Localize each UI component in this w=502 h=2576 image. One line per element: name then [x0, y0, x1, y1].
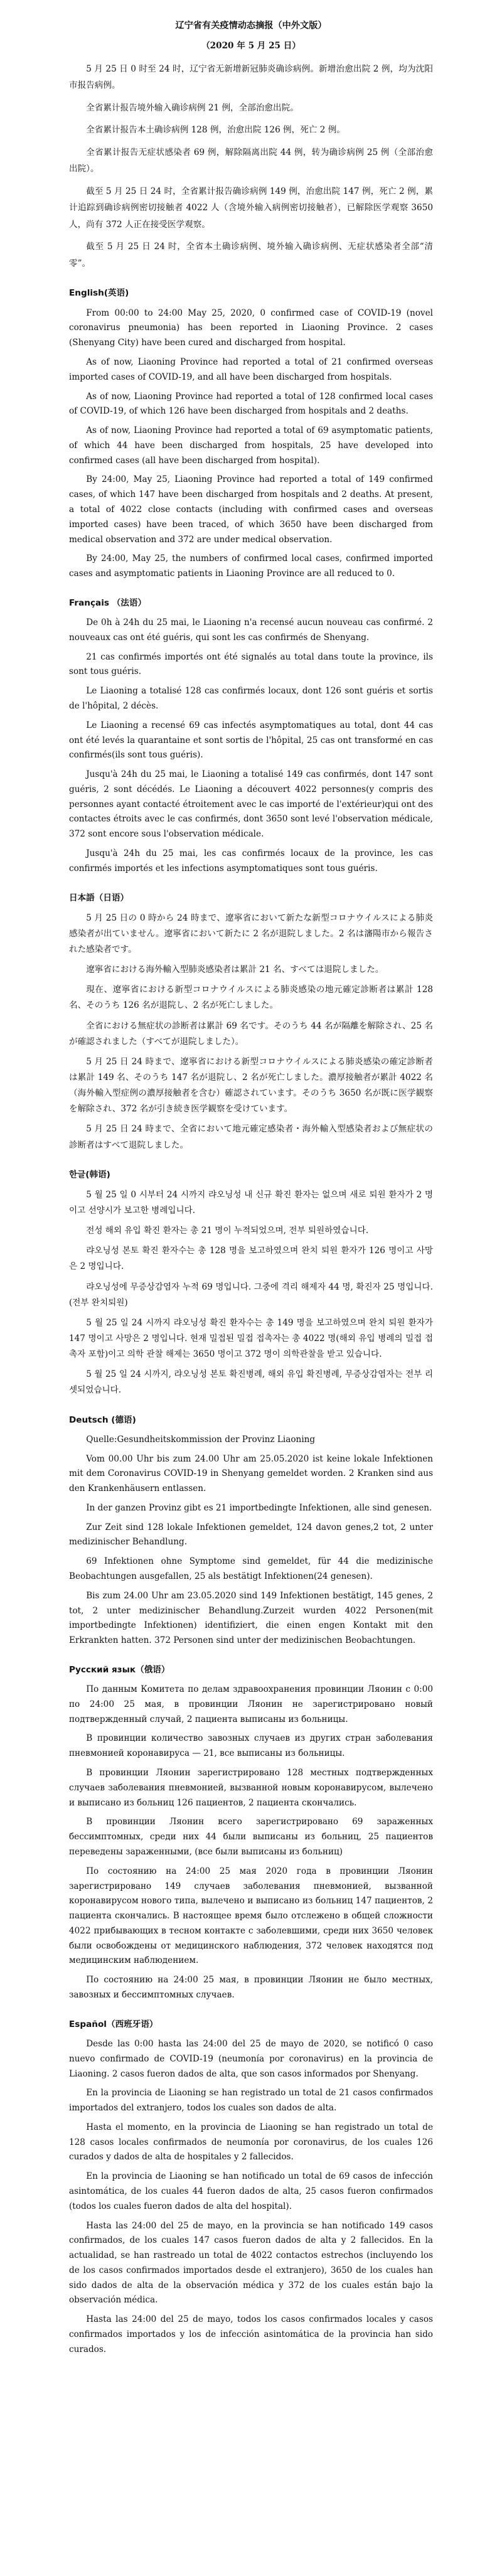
section-heading-spanish: Español（西班牙语） — [69, 2019, 158, 2029]
paragraph: Jusqu'à 24h du 25 mai, les cas confirmés locaux de la province, les cas confirmés importés et les infections asymptomatiques sont tous guéris. — [69, 848, 433, 874]
paragraph: 遼寧省における海外輸入型肺炎感染者は累計 21 名、すべては退院しました。 — [86, 965, 384, 975]
paragraph: 5 月 25 日 0 时至 24 时，辽宁省无新增新冠肺炎确诊病例。新增治愈出院 2 例，均为沈阳市报告病例。 — [69, 63, 433, 91]
section-heading-japanese: 日本語（日语） — [69, 892, 129, 903]
paragraph: Desde las 0:00 hasta las 24:00 del 25 de mayo de 2020, se notificó 0 caso nuevo confirmado de COVID-19 (neumonía por coronavirus) en la provincia de Liaoning. 2 casos fueron dados de alta, que son casos informados por Shenyang. — [69, 2038, 433, 2079]
paragraph: По данным Комитета по делам здравоохранения провинции Ляонин с 0:00 по 24:00 25 мая, в провинции Ляонин не зарегистрировано новый подтвержденный случай, 2 пациента выписаны из больницы. — [69, 1684, 433, 1724]
section-chinese — [69, 61, 433, 272]
paragraph: From 00:00 to 24:00 May 25, 2020, 0 confirmed case of COVID-19 (novel coronavirus pneumonia) has been reported in Liaoning Province. 2 cases (Shenyang City) have been cured and discharged from hospital. — [69, 307, 433, 348]
section-heading-russian: Русский язык（俄语） — [69, 1664, 170, 1675]
section-heading-german: Deutsch (德语) — [69, 1414, 136, 1425]
paragraph: By 24:00, May 25, the numbers of confirmed local cases, confirmed imported cases and asymptomatic patients in Liaoning Province are all reduced to 0. — [69, 553, 433, 579]
paragraph: Hasta las 24:00 del 25 de mayo, todos los casos confirmados locales y casos confirmados importados y los de infección asintomática de la provincia han sido curados. — [69, 2314, 433, 2354]
paragraph: По состоянию на 24:00 25 мая 2020 года в провинции Ляонин зарегистрировано 149 случаев заболевания пневмонией, вызванной коронавирусом нового типа, вылечено и выписано из больниц 147 пациентов, 2 пациента скончались. В настоящее время было отслежено в общей сложности 4022 прибывающих в тесном контакте с заболевшими, среди них 3650 человек были освобождены от медицинского наблюдения, 372 человек находятся под медицинским наблюдением. — [69, 1866, 433, 1966]
paragraph: 5 月 25 日 24 時まで、全省において地元確定感染者・海外輸入型感染者および無症状の診断者はすべて退院しました。 — [69, 1124, 433, 1150]
paragraph: As of now, Liaoning Province had reported a total of 128 confirmed local cases of COVID-19, of which 126 have been discharged from hospitals and 2 deaths. — [69, 391, 433, 417]
paragraph: 現在、遼寧省における新型コロナウイルスによる肺炎感染の地元確定診断者は累計 128 名、そのうち 126 名が退院し、2 名が死亡しました。 — [69, 985, 433, 1011]
section-heading-english: English(英语) — [69, 288, 129, 299]
section-japanese — [69, 890, 433, 1153]
section-heading-korean: 한글(韩语) — [69, 1169, 110, 1180]
paragraph: 랴오닝성 본토 확진 환자수는 총 128 명을 보고하였으며 완치 퇴원 환자가 126 명이고 사망은 2 명입니다. — [69, 1246, 433, 1272]
section-french — [69, 596, 433, 877]
paragraph: 截至 5 月 25 日 24 时，全省本土确诊病例、境外输入确诊病例、无症状感染者全部“清零”。 — [69, 242, 433, 269]
paragraph: 5 月 25 日 24 時まで、遼寧省における新型コロナウイルスによる肺炎感染の確定診断者は累計 149 名、そのうち 147 名が退院し、2 名が死亡しました。濃厚接触者が累計 4022 名（海外輸入型症例の濃厚接触者を含む）確認されています。そのうち 3650 名が既に医学観察を解除され、372 名が引き続き医学観察を受けています。 — [69, 1056, 433, 1114]
paragraph: Hasta las 24:00 del 25 de mayo, en la provincia se han notificado 149 casos confirmados, de los cuales 147 casos fueron dados de alta y 2 fallecidos. En la actualidad, se han rastreado un total de 4022 contactos estrechos (incluyendo los de los casos confirmados importados desde el extranjero), 3650 de los cuales han sido dados de alta de la observación médica y 372 de los cuales están bajo la observación médica. — [69, 2220, 433, 2306]
paragraph: В провинции Ляонин зарегистрировано 128 местных подтвержденных случаев заболевания пневмонией, вызванной новым коронавирусом, вылечено и выписано из больниц 126 пациентов, 2 пациента скончались. — [69, 1768, 433, 1808]
document-date: （2020 年 5 月 25 日） — [201, 40, 301, 51]
paragraph: 全省における無症状の診断者は累計 69 名です。そのうち 44 名が隔離を解除され、25 名が確認されました（すべてが退院しました）。 — [69, 1020, 433, 1047]
paragraph: En la provincia de Liaoning se han notificado un total de 69 casos de infección asintomática, de los cuales 44 fueron dados de alta, 25 casos fueron confirmados (todos los cuales fueron dados de alta del hospital). — [69, 2171, 433, 2211]
paragraph: 전성 해외 유입 확진 환자는 총 21 명이 누적되었으며, 전부 퇴원하였습니다. — [86, 1226, 369, 1236]
paragraph: En la provincia de Liaoning se han registrado un total de 21 casos confirmados importados del extranjero, todos los cuales son dados de alta. — [69, 2088, 433, 2114]
section-german — [69, 1413, 433, 1649]
paragraph: As of now, Liaoning Province had reported a total of 21 confirmed overseas imported cases of COVID-19, and all have been discharged from hospitals. — [69, 356, 433, 382]
section-heading-french: Français （法语） — [69, 597, 147, 608]
paragraph: В провинции Ляонин всего зарегистрировано 69 зараженных бессимптомных, среди них 44 были выписаны из больниц, 25 пациентов переведены зараженными, (все были выписаны из больниц) — [69, 1817, 433, 1857]
paragraph: 5 월 25 일 0 시부터 24 시까지 랴오닝성 내 신규 확진 환자는 없으며 새로 퇴원 환자가 2 명이고 선양시가 보고한 병례입니다. — [69, 1189, 433, 1216]
paragraph: Bis zum 24.00 Uhr am 23.05.2020 sind 149 Infektionen bestätigt, 145 genes, 2 tot, 2 unter medizinischer Behandlung.Zurzeit wurden 4022 Personen(mit importbedingte Infektionen) identifiziert, die einen engen Kontakt mit den Erkrankten hatten. 372 Personen sind unter der medizinischen Beobachtungen. — [69, 1590, 433, 1646]
paragraph: 5 月 25 日の 0 時から 24 時まで、遼寧省において新たな新型コロナウイルスによる肺炎感染者が出ていません。遼寧省において新たに 2 名が退院しました。2 名は瀋陽市から報告された感染者です。 — [69, 912, 433, 955]
paragraph: Le Liaoning a recensé 69 cas infectés asymptomatiques au total, dont 44 cas ont été levés la quarantaine et sont sortis de l'hôpital, 25 cas ont transformé en cas confirmés(ils sont tous guéris). — [69, 720, 433, 761]
paragraph: 全省累计报告无症状感染者 69 例，解除隔离出院 44 例，转为确诊病例 25 例（全部治愈出院）。 — [69, 147, 433, 174]
section-russian — [69, 1662, 433, 2003]
paragraph: Vom 00.00 Uhr bis zum 24.00 Uhr am 25.05.2020 ist keine lokale Infektionen mit dem Coronavirus COVID-19 in Shenyang gemeldet worden. 2 Kranken sind aus den Krankenhäusern entlassen. — [69, 1453, 433, 1494]
paragraph: As of now, Liaoning Province had reported a total of 69 asymptomatic patients, of which 44 have been discharged from hospitals, 25 have developed into confirmed cases (all have been discharged from hospital). — [69, 425, 433, 466]
section-spanish — [69, 2017, 433, 2358]
paragraph: По состоянию на 24:00 25 мая, в провинции Ляонин не было местных, завозных и бессимптомных случаев. — [69, 1975, 433, 2000]
paragraph: 21 cas confirmés importés ont été signalés au total dans toute la province, ils sont tous guéris. — [69, 651, 433, 677]
paragraph: Zur Zeit sind 128 lokale Infektionen gemeldet, 124 davon genes,2 tot, 2 unter medizinischer Behandlung. — [69, 1522, 433, 1547]
paragraph: В провинции количество завозных случаев из других стран заболевания пневмонией коронавируса — 21, все выписаны из больницы. — [69, 1733, 433, 1759]
paragraph: Quelle:Gesundheitskommission der Provinz Liaoning — [86, 1434, 316, 1445]
paragraph: 69 Infektionen ohne Symptome sind gemeldet, für 44 die medizinische Beobachtungen ausgefallen, 25 als bestätigt Infektionen(24 genesen). — [69, 1556, 433, 1582]
paragraph: In der ganzen Provinz gibt es 21 importbedingte Infektionen, alle sind genesen. — [86, 1502, 432, 1513]
paragraph: De 0h à 24h du 25 mai, le Liaoning n'a recensé aucun nouveau cas confirmé. 2 nouveaux cas ont été guéris, qui sont les cas confirmés de Shenyang. — [69, 617, 433, 643]
paragraph: 全省累计报告境外输入确诊病例 21 例，全部治愈出院。 — [86, 102, 299, 113]
paragraph: 5 월 25 일 24 시까지 랴오닝성 확진 환자수는 총 149 명을 보고하였으며 완치 퇴원 환자가 147 명이고 사망은 2 명입니다. 현재 밀접된 밀접 접촉자는 총 4022 명(해외 유입 병례의 밀접 접촉자 포함)이고 의학 관찰 해제는 3650 명이고 372 명이 의학관찰을 받고 있습니다. — [69, 1317, 433, 1360]
paragraph: By 24:00, May 25, Liaoning Province had reported a total of 149 confirmed cases, of which 147 have been discharged from hospitals and 2 deaths. At present, a total of 4022 close contacts (including with confirmed cases and overseas imported cases) have been traced, of which 3650 have been discharged from medical observation and 372 are under medical observation. — [69, 474, 433, 545]
paragraph: Jusqu'à 24h du 25 mai, le Liaoning a totalisé 149 cas confirmés, dont 147 sont guéris, 2 sont décédés. Le Liaoning a découvert 4022 personnes(y compris des personnes ayant contacté étroitement avec le cas importé de l'extérieur)qui ont des contactes étroits avec le cas confirmés, dont 3650 sont levé l'observation médicale, 372 sont encore sous l'observation médicale. — [69, 769, 433, 840]
paragraph: 5 월 25 일 24 시까지, 랴오닝성 본토 확진병례, 해외 유입 확진병례, 무증상감염자는 전부 리셋되었습니다. — [69, 1369, 433, 1396]
paragraph: Le Liaoning a totalisé 128 cas confirmés locaux, dont 126 sont guéris et sortis de l'hôpital, 2 décès. — [69, 686, 433, 711]
paragraph: 全省累计报告本土确诊病例 128 例，治愈出院 126 例，死亡 2 例。 — [86, 125, 345, 136]
paragraph: 랴오닝성에 무증상감염자 누적 69 명입니다. 그중에 격리 해제자 44 명, 확진자 25 명입니다. (전부 완치퇴원) — [69, 1281, 433, 1308]
section-english — [69, 286, 433, 581]
document-title: 辽宁省有关疫情动态摘报（中外文版） — [175, 21, 327, 31]
paragraph: 截至 5 月 25 日 24 时，全省累计报告确诊病例 149 例，治愈出院 147 例，死亡 2 例，累计追踪到确诊病例密切接触者 4022 人（含境外输入病例密切接触者），已解除医学观察 3650 人，尚有 372 人正在接受医学观察。 — [69, 186, 433, 230]
paragraph: Hasta el momento, en la provincia de Liaoning se han registrado un total de 128 casos locales confirmados de neumonía por coronavirus, de los cuales 126 curados y dados de alta de hospitales y 2 fallecidos. — [69, 2122, 433, 2162]
section-korean — [69, 1167, 433, 1399]
